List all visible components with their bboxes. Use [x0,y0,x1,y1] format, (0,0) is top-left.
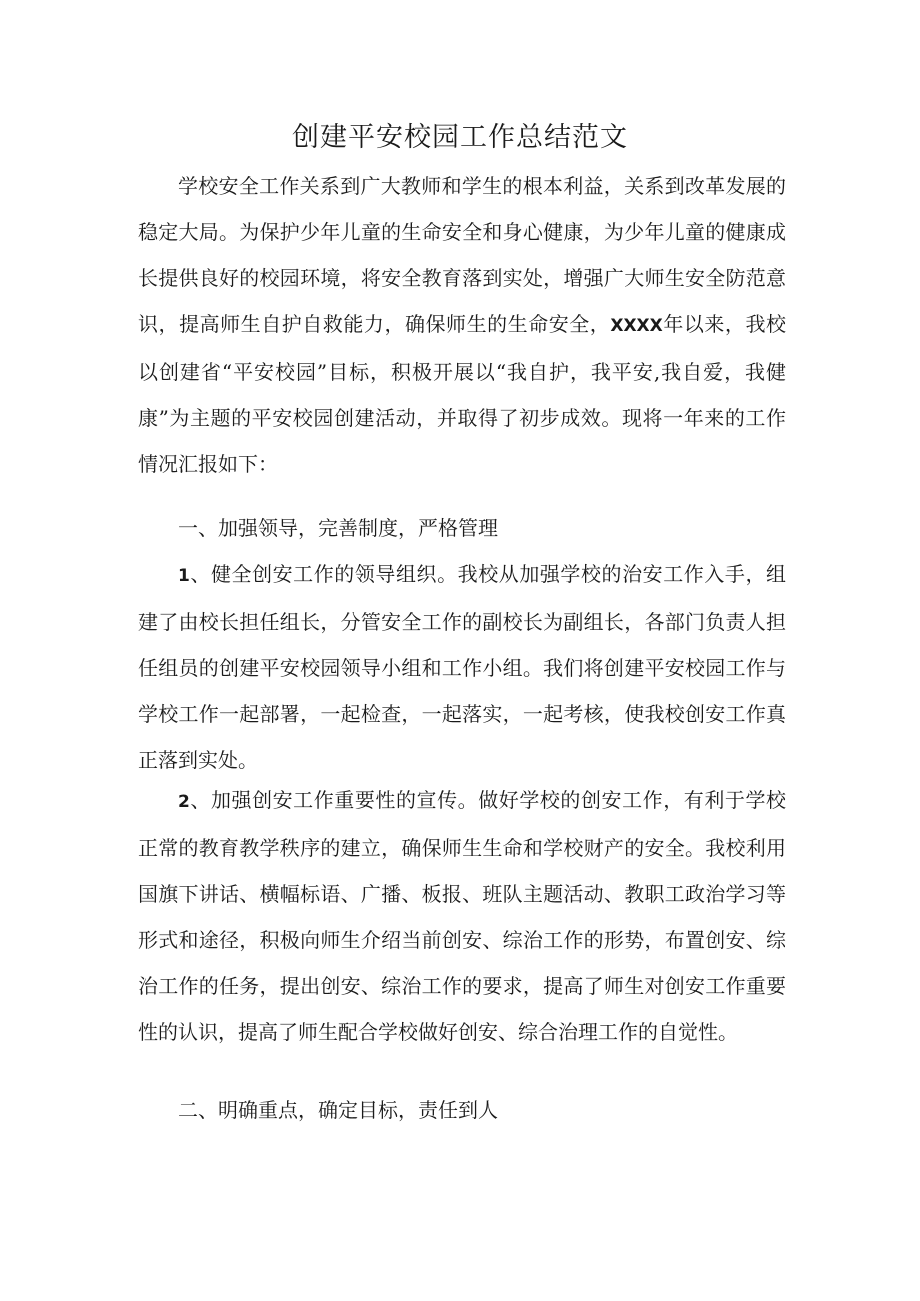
item-2-paragraph [138,777,786,1055]
intro-paragraph [138,163,786,487]
section-heading-1: 一、加强领导，完善制度，严格管理 [178,516,498,540]
item-1-paragraph [138,551,786,783]
document-title: 创建平安校园工作总结范文 [292,122,628,153]
item-2-number: 2 [178,792,190,812]
section-heading-2: 二、明确重点，确定目标，责任到人 [178,1098,498,1122]
item-1-text: 、健全创安工作的领导组织。我校从加强学校的治安工作入手，组建了由校长担任组长，分管安全工作的副校长为副组长，各部门负责人担任组员的创建平安校园领导小组和工作小组。我们将创建平安校园工作与学校工作一起部署，一起检查，一起落实，一起考核，使我校创安工作真正落到实处。 [138,562,786,772]
intro-year: XXXX [610,316,663,336]
item-1-number: 1 [178,566,190,586]
item-2-text: 、加强创安工作重要性的宣传。做好学校的创安工作，有利于学校正常的教育教学秩序的建立，确保师生生命和学校财产的安全。我校利用国旗下讲话、横幅标语、广播、板报、班队主题活动、教职工政治学习等形式和途径，积极向师生介绍当前创安、综治工作的形势，布置创安、综治工作的任务，提出创安、综治工作的要求，提高了师生对创安工作重要性的认识，提高了师生配合学校做好创安、综合治理工作的自觉性。 [138,788,786,1044]
intro-text-b: 年以来，我校以创建省“平安校园”目标，积极开展以“我自护，我平安,我自爱，我健康”为主题的平安校园创建活动，并取得了初步成效。现将一年来的工作情况汇报如下： [138,312,787,476]
intro-text-a: 学校安全工作关系到广大教师和学生的根本利益，关系到改革发展的稳定大局。为保护少年儿童的生命安全和身心健康，为少年儿童的健康成长提供良好的校园环境，将安全教育落到实处，增强广大师生安全防范意识，提高师生自护自救能力，确保师生的生命安全， [138,174,786,336]
